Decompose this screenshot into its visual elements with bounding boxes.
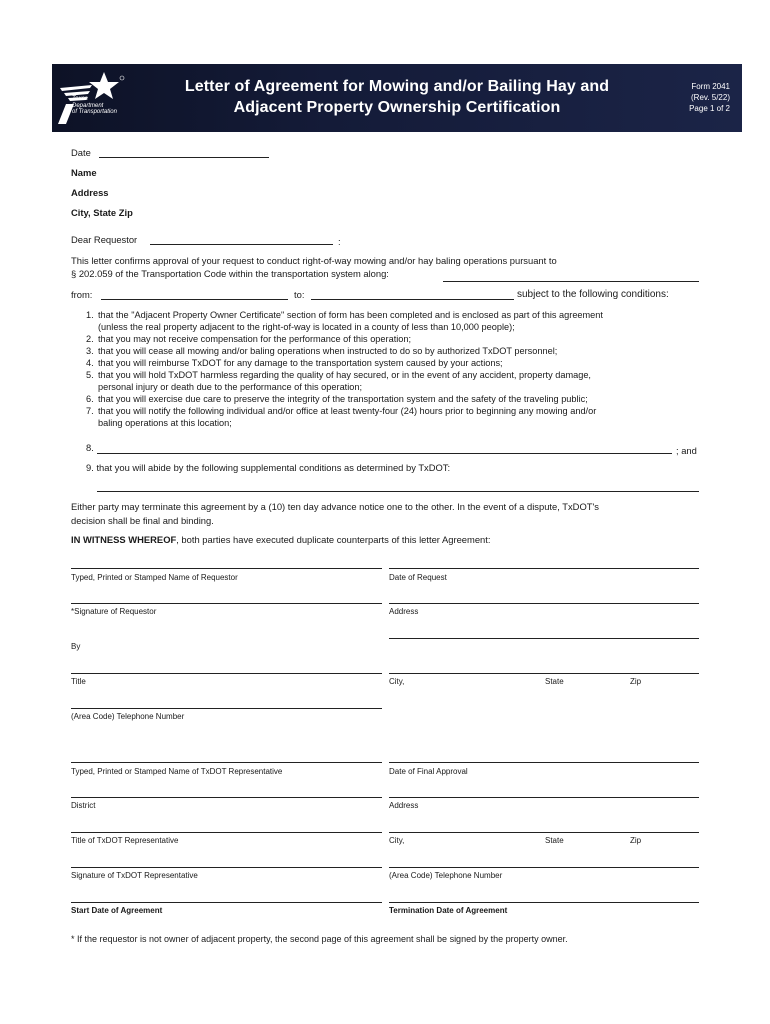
footnote: * If the requestor is not owner of adjacent property, the second page of this agreement shall be signed by the property owner. [71, 934, 568, 944]
txdot-address-label: Address [389, 801, 419, 810]
from-label: from: [71, 289, 93, 300]
termination-line-1: Either party may terminate this agreement by a (10) ten day advance notice one to the other. In the event of a dispute, TxDOT's [71, 501, 599, 512]
city-state-zip-label: City, State Zip [71, 207, 133, 218]
to-label: to: [294, 289, 305, 300]
txdot-signature-label: Signature of TxDOT Representative [71, 871, 198, 880]
termination-date-label: Termination Date of Agreement [389, 906, 508, 915]
date-final-approval-line[interactable] [389, 762, 699, 763]
txdot-title-line[interactable] [71, 832, 382, 833]
requestor-address-line-2[interactable] [389, 638, 699, 639]
termination-line-2: decision shall be final and binding. [71, 515, 214, 526]
txdot-city-label: City, [389, 836, 405, 845]
txdot-address-line[interactable] [389, 797, 699, 798]
intro-line-1: This letter confirms approval of your request to conduct right-of-way mowing and/or hay baling operations pursuant to [71, 255, 557, 266]
condition-6: 6. that you will exercise due care to preserve the integrity of the transportation system and the safety of the traveling public; [86, 394, 588, 404]
start-date-line[interactable] [71, 902, 382, 903]
condition-2: 2. that you may not receive compensation for the performance of this operation; [86, 334, 412, 344]
txdot-state-label: State [545, 836, 564, 845]
requestor-address-label: Address [389, 607, 419, 616]
name-label: Name [71, 167, 97, 178]
txdot-city-line[interactable] [389, 832, 699, 833]
conditions-list: 1. that the "Adjacent Property Owner Certificate" section of form has been completed and is enclosed as part of this agreement (unless the real property adjacent to the right-of-way is located in a county of less than 10,000 people); 2. that you may not receive compensation for the performance of this operation; 3. that you will cease all mowing and/or baling operations when instructed to do so by authorized TxDOT personnel; 4. that you will reimburse TxDOT for any damage to the transportation system caused by your actions; 5. that you will hold TxDOT harmless regarding the quality of hay secured, or in the event of any accident, property damage, personal injury or death due to the performance of this operation; 6. that you will exercise due care to preserve the integrity of the transportation system and the safety of the traveling public; 7. that you will notify the following individual and/or office at least twenty-four (24) hours prior to beginning any mowing and/or baling operations at this location; [86, 309, 706, 429]
page-number: Page 1 of 2 [689, 104, 730, 113]
requestor-name-line[interactable] [71, 568, 382, 569]
city-label: City, [389, 677, 405, 686]
salutation-label: Dear Requestor [71, 234, 138, 245]
district-line[interactable] [71, 797, 382, 798]
date-field[interactable] [99, 157, 269, 158]
by-label: By [71, 642, 81, 651]
from-field[interactable] [101, 299, 288, 300]
address-label: Address [71, 187, 109, 198]
requestor-phone-line[interactable] [71, 708, 382, 709]
title-label: Title [71, 677, 86, 686]
to-field[interactable] [311, 299, 514, 300]
form-title: Letter of Agreement for Mowing and/or Bailing Hay and Adjacent Property Ownership Certification [184, 78, 610, 116]
intro-line-2: § 202.059 of the Transportation Code within the transportation system along: [71, 268, 389, 279]
condition-4: 4. that you will reimburse TxDOT for any damage to the transportation system caused by your actions; [86, 358, 503, 368]
condition-8-suffix: ; and [676, 445, 697, 456]
condition-9: 9. that you will abide by the following supplemental conditions as determined by TxDOT: [86, 462, 451, 473]
state-label: State [545, 677, 564, 686]
requestor-address-line[interactable] [389, 603, 699, 604]
date-label: Date [71, 147, 91, 158]
txdot-rep-name-label: Typed, Printed or Stamped Name of TxDOT Representative [71, 767, 283, 776]
condition-8-field[interactable] [97, 453, 672, 454]
date-of-request-label: Date of Request [389, 573, 447, 582]
logo-text: Texas Department of Transportation [72, 96, 117, 115]
condition-8-num: 8. [86, 442, 94, 453]
requestor-signature-label: *Signature of Requestor [71, 607, 157, 616]
condition-5: 5. that you will hold TxDOT harmless regarding the quality of hay secured, or in the event of any accident, property damage, [86, 370, 591, 380]
city-state-zip-line[interactable] [389, 673, 699, 674]
date-of-request-line[interactable] [389, 568, 699, 569]
condition-1: 1. that the "Adjacent Property Owner Certificate" section of form has been completed and is enclosed as part of this agreement [86, 310, 603, 320]
requestor-phone-label: (Area Code) Telephone Number [71, 712, 185, 721]
title-line[interactable] [71, 673, 382, 674]
termination-date-line[interactable] [389, 902, 699, 903]
form-header [52, 64, 742, 132]
district-label: District [71, 801, 96, 810]
form-info [689, 81, 730, 114]
witness-statement: IN WITNESS WHEREOF, both parties have executed duplicate counterparts of this letter Agreement: [71, 534, 491, 545]
txdot-phone-line[interactable] [389, 867, 699, 868]
condition-9-field[interactable] [97, 491, 699, 492]
condition-3: 3. that you will cease all mowing and/or baling operations when instructed to do so by authorized TxDOT personnel; [86, 346, 558, 356]
txdot-phone-label: (Area Code) Telephone Number [389, 871, 503, 880]
txdot-zip-label: Zip [630, 836, 642, 845]
requestor-signature-line[interactable] [71, 603, 382, 604]
subject-text: subject to the following conditions: [517, 289, 669, 300]
start-date-label: Start Date of Agreement [71, 906, 163, 915]
salutation-colon: : [338, 236, 341, 247]
condition-7: 7. that you will notify the following individual and/or office at least twenty-four (24) hours prior to beginning any mowing and/or [86, 406, 597, 416]
zip-label: Zip [630, 677, 642, 686]
txdot-signature-line[interactable] [71, 867, 382, 868]
highway-field[interactable] [443, 281, 699, 282]
form-revision: (Rev. 5/22) [691, 93, 730, 102]
txdot-rep-name-line[interactable] [71, 762, 382, 763]
requestor-name-label: Typed, Printed or Stamped Name of Requestor [71, 573, 238, 582]
txdot-title-label: Title of TxDOT Representative [71, 836, 179, 845]
requestor-name-field[interactable] [150, 244, 333, 245]
date-final-approval-label: Date of Final Approval [389, 767, 468, 776]
form-number: Form 2041 [691, 82, 730, 91]
